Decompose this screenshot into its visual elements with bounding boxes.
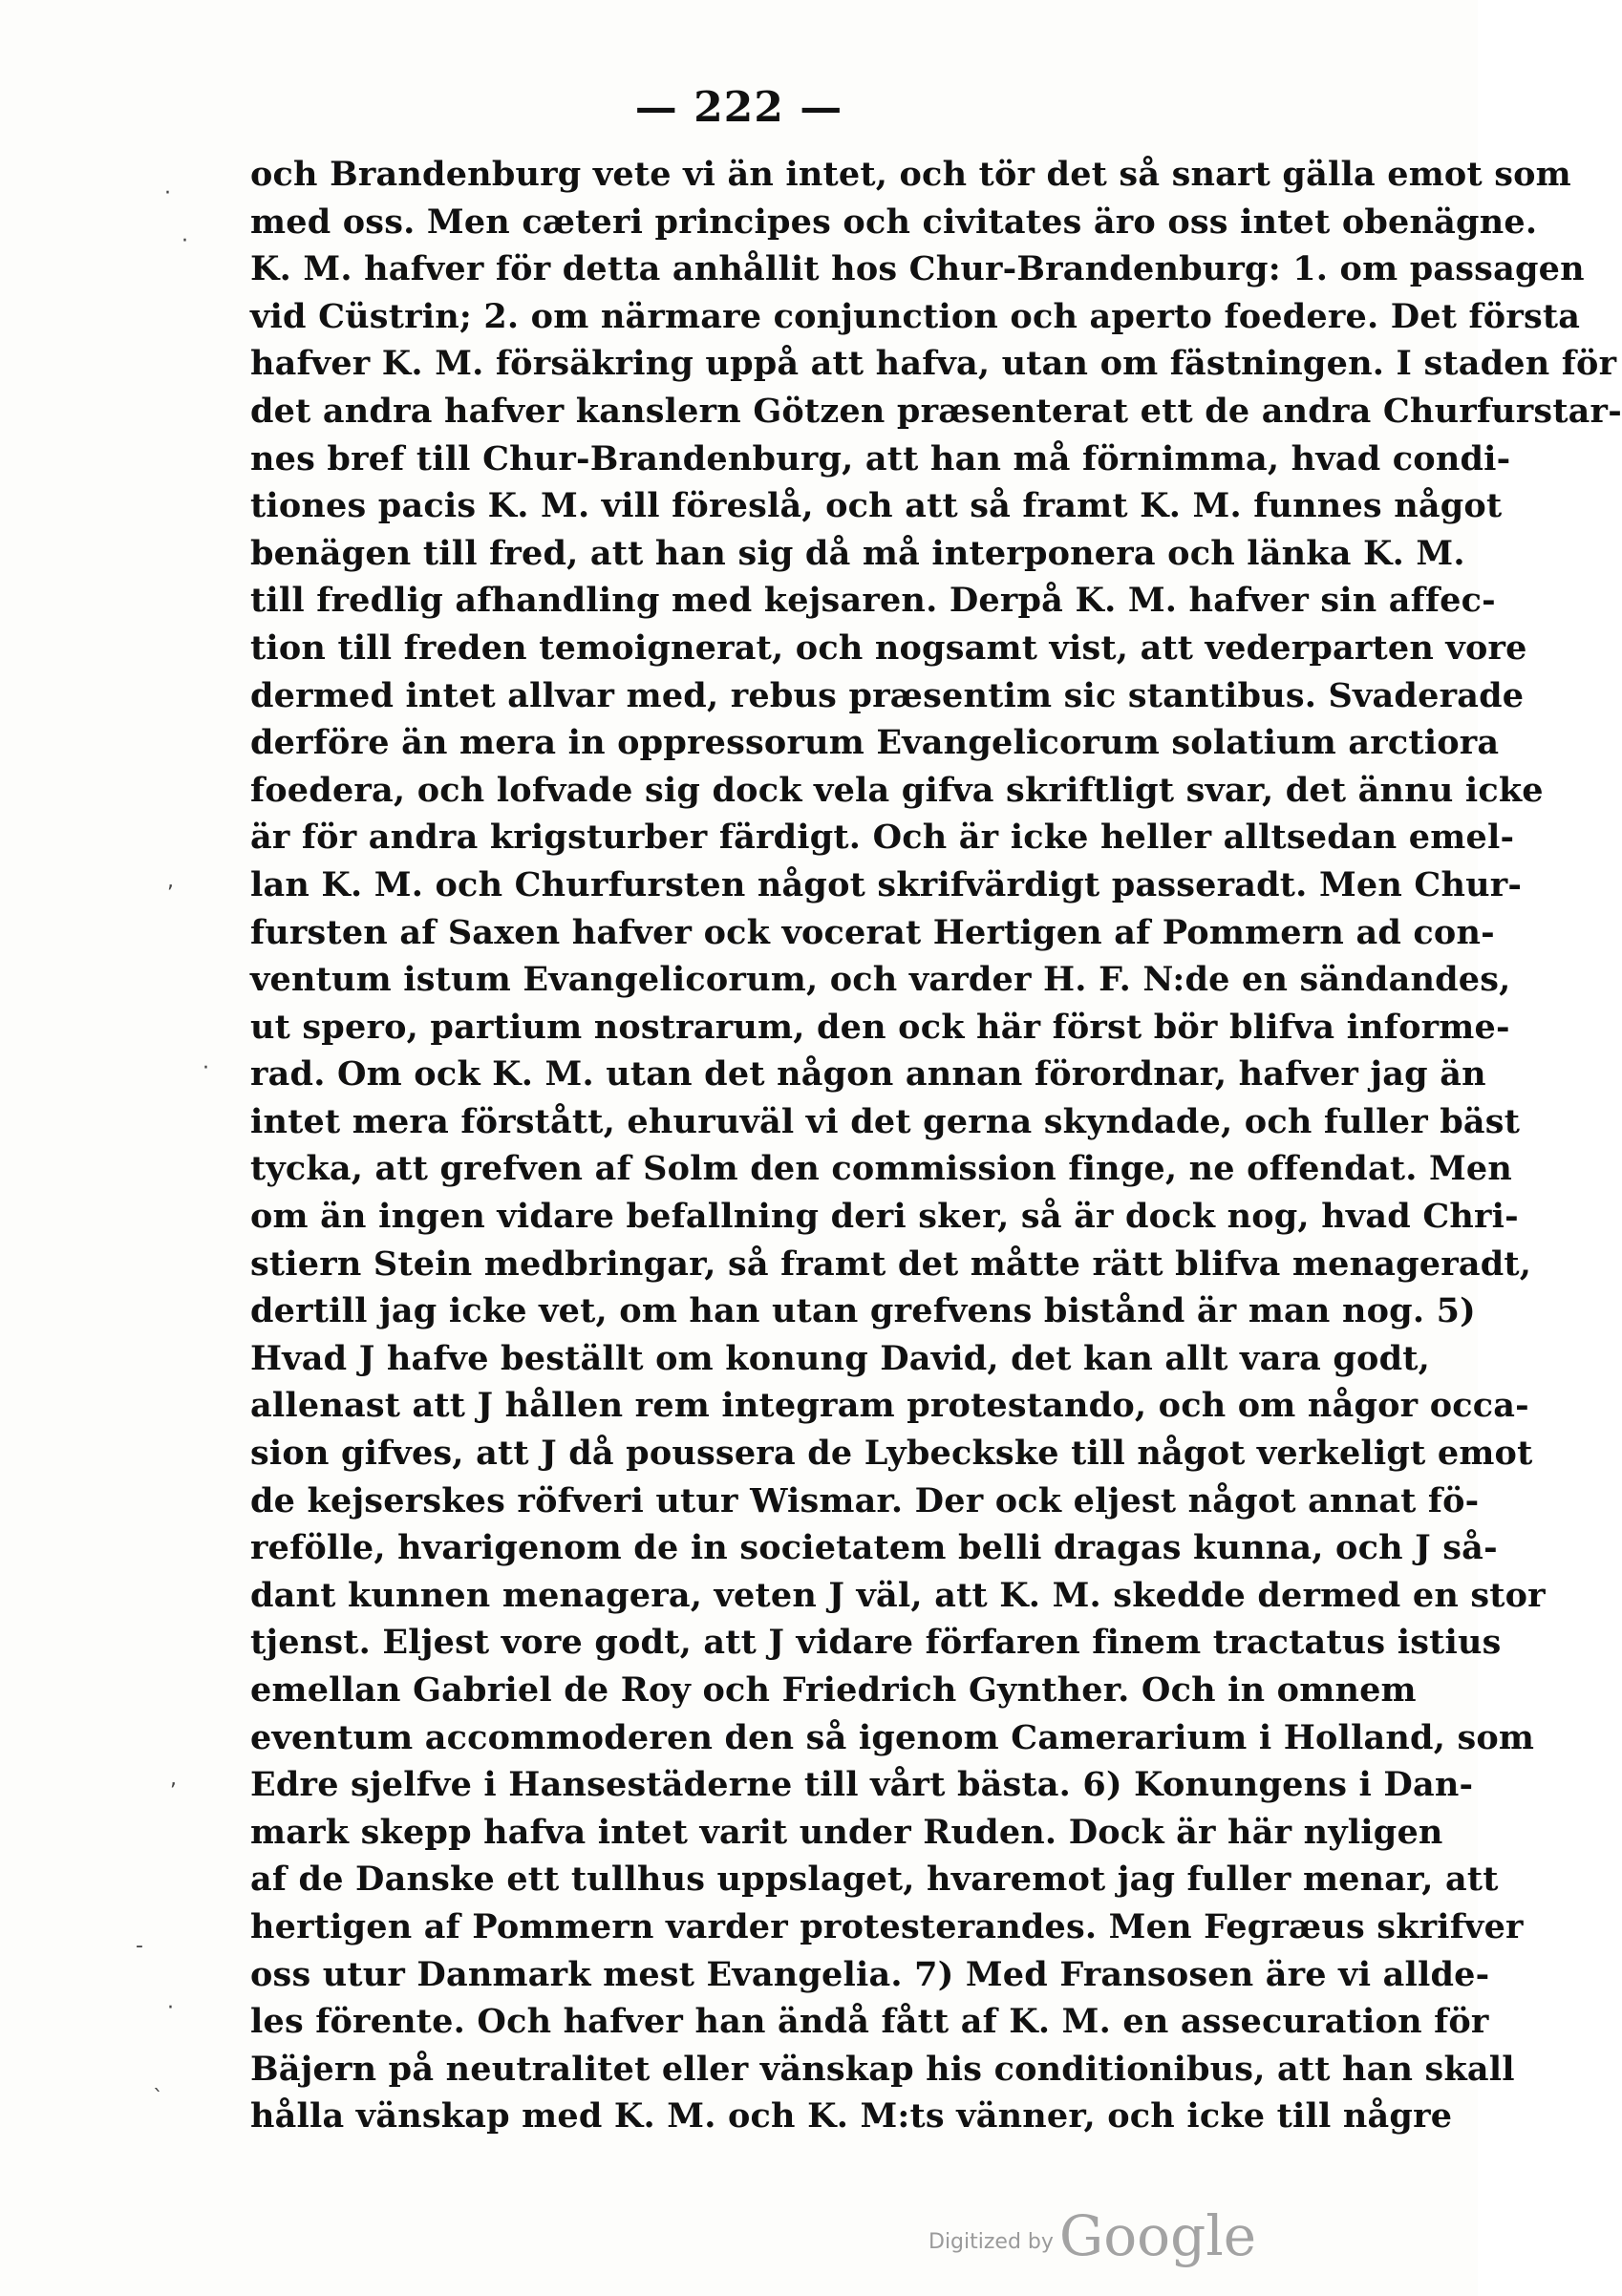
- digitized-watermark: [928, 2197, 1257, 2268]
- text-line: om än ingen vidare befallning deri sker, så är dock nog, hvad Chri-: [250, 1197, 1519, 1237]
- text-line: les förente. Och hafver han ändå fått af K. M. en assecuration för: [250, 2002, 1489, 2042]
- text-line: med oss. Men cæteri principes och civitates äro oss intet obenägne.: [250, 202, 1538, 242]
- text-line: till fredlig afhandling med kejsaren. Derpå K. M. hafver sin affec-: [250, 581, 1496, 621]
- text-line: fursten af Saxen hafver ock vocerat Hertigen af Pommern ad con-: [250, 912, 1495, 952]
- text-line: af de Danske ett tullhus uppslaget, hvaremot jag fuller menar, att: [250, 1860, 1499, 1900]
- text-line: ventum istum Evangelicorum, och varder H. F. N:de en sändandes,: [250, 960, 1511, 1000]
- text-line: och Brandenburg vete vi än intet, och tör det så snart gälla emot som: [250, 155, 1571, 194]
- margin-speck: ·: [181, 229, 188, 253]
- text-line: intet mera förstått, ehuruväl vi det gerna skyndade, och fuller bäst: [250, 1101, 1521, 1141]
- text-line: derföre än mera in oppressorum Evangelicorum solatium arctiora: [250, 723, 1500, 763]
- margin-speck: ·: [167, 1996, 174, 2020]
- text-line: eventum accommoderen den så igenom Camerarium i Holland, som: [250, 1717, 1535, 1757]
- text-line: tiones pacis K. M. vill föreslå, och att så framt K. M. funnes något: [250, 486, 1503, 526]
- margin-speck: ‐: [136, 1934, 143, 1958]
- margin-speck: ·: [203, 1056, 209, 1080]
- text-line: är för andra krigsturber färdigt. Och är icke heller alltsedan emel-: [250, 818, 1515, 858]
- margin-speck: ·: [164, 181, 171, 205]
- text-line: foedera, och lofvade sig dock vela gifva skriftligt svar, det ännu icke: [250, 770, 1544, 810]
- text-line: hafver K. M. försäkring uppå att hafva, utan om fästningen. I staden för: [250, 344, 1617, 384]
- text-line: det andra hafver kanslern Götzen præsenterat ett de andra Churfurstar-: [250, 391, 1622, 431]
- text-line: mark skepp hafva intet varit under Ruden. Dock är här nyligen: [250, 1812, 1443, 1852]
- text-line: lan K. M. och Churfursten något skrifvärdigt passeradt. Men Chur-: [250, 864, 1523, 904]
- text-line: emellan Gabriel de Roy och Friedrich Gynther. Och in omnem: [250, 1670, 1417, 1710]
- margin-speck: ,: [170, 1767, 177, 1791]
- text-line: hålla vänskap med K. M. och K. M:ts vänner, och icke till någre: [250, 2096, 1453, 2137]
- text-line: benägen till fred, att han sig då må interponera och länka K. M.: [250, 533, 1465, 573]
- body-text: [250, 151, 1622, 2140]
- text-line: dermed intet allvar med, rebus præsentim sic stantibus. Svaderade: [250, 675, 1525, 715]
- margin-speck: ,: [167, 869, 174, 893]
- text-line: tion till freden temoignerat, och nogsamt vist, att vederparten vore: [250, 627, 1527, 668]
- text-line: ut spero, partium nostrarum, den ock här först bör blifva informe-: [250, 1007, 1510, 1047]
- text-line: rad. Om ock K. M. utan det någon annan förordnar, hafver jag än: [250, 1054, 1486, 1095]
- text-line: tycka, att grefven af Solm den commission finge, ne offendat. Men: [250, 1149, 1513, 1189]
- text-line: K. M. hafver för detta anhållit hos Chur-Brandenburg: 1. om passagen: [250, 249, 1585, 289]
- text-line: de kejserskes röfveri utur Wismar. Der ock eljest något annat fö-: [250, 1480, 1480, 1520]
- text-line: Edre sjelfve i Hansestäderne till vårt bästa. 6) Konungens i Dan-: [250, 1765, 1474, 1805]
- page-number: — 222 —: [634, 83, 843, 132]
- text-line: tjenst. Eljest vore godt, att J vidare förfaren finem tractatus istius: [250, 1623, 1502, 1663]
- text-line: stiern Stein medbringar, så framt det måtte rätt blifva menageradt,: [250, 1244, 1532, 1284]
- text-line: Hvad J hafve beställt om konung David, det kan allt vara godt,: [250, 1338, 1430, 1378]
- text-line: allenast att J hållen rem integram protestando, och om någor occa-: [250, 1386, 1529, 1426]
- text-line: dertill jag icke vet, om han utan grefvens bistånd är man nog. 5): [250, 1291, 1476, 1331]
- margin-speck: `: [153, 2087, 163, 2111]
- text-line: nes bref till Chur-Brandenburg, att han må förnimma, hvad condi-: [250, 438, 1511, 478]
- text-line: Bäjern på neutralitet eller vänskap his conditionibus, att han skall: [250, 2049, 1515, 2089]
- watermark-prefix: Digitized by: [928, 2230, 1054, 2254]
- text-line: reföllе, hvarigenom de in societatem belli dragas kunna, och J så-: [250, 1528, 1498, 1568]
- text-line: dant kunnen menagera, veten J väl, att K. M. skedde dermed en stor: [250, 1575, 1546, 1615]
- text-line: sion gifves, att J då poussera de Lybeckske till något verkeligt emot: [250, 1434, 1533, 1474]
- text-line: vid Cüstrin; 2. om närmare conjunction och aperto foedere. Det första: [250, 296, 1581, 336]
- text-line: hertigen af Pommern varder protesterandes. Men Fegræus skrifver: [250, 1906, 1524, 1946]
- text-line: oss utur Danmark mest Evangelia. 7) Med Fransosen äre vi allde-: [250, 1954, 1490, 1994]
- google-logo: Google: [1058, 2203, 1257, 2268]
